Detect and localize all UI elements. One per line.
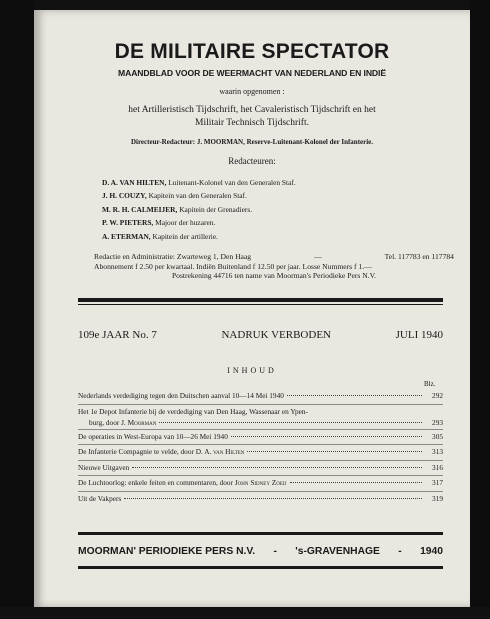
editor-name: J. H. COUZY, bbox=[102, 191, 147, 201]
scan-edge-top bbox=[0, 0, 490, 10]
issue-info-row bbox=[78, 329, 443, 341]
toc-title: Nederlands verdediging tegen den Duitschen aanval 10—14 Mei 1940 bbox=[78, 391, 284, 400]
thick-rule-bottom bbox=[78, 532, 443, 535]
reprint-notice: NADRUK VERBODEN bbox=[221, 329, 331, 341]
leader-dots bbox=[287, 395, 422, 396]
leader-dots bbox=[159, 422, 422, 423]
magazine-title: DE MILITAIRE SPECTATOR bbox=[114, 40, 390, 63]
toc-entry bbox=[78, 432, 443, 447]
toc-page: 317 bbox=[432, 478, 443, 487]
toc-entry bbox=[78, 391, 443, 406]
toc-author: John Sidney Zoeij bbox=[234, 478, 287, 487]
toc-author: Moorman bbox=[127, 417, 157, 427]
editor-name: D. A. VAN HILTEN, bbox=[102, 178, 167, 187]
editor-name: A. ETERMAN, bbox=[102, 231, 151, 241]
leader-dots bbox=[231, 436, 422, 437]
admin-address: Redactie en Administratie: Zwarteweg 1, Den Haag bbox=[94, 252, 252, 261]
leader-dots bbox=[247, 451, 422, 452]
editor-role: Kapitein van den Generalen Staf. bbox=[148, 191, 247, 201]
postrekening-line: Postrekening 44716 ten name van Moorman's Periodieke Pers N.V. bbox=[171, 271, 377, 281]
table-of-contents bbox=[78, 391, 443, 508]
editor-name: P. W. PIETERS, bbox=[102, 218, 154, 228]
subscription-line: Abonnement f 2.50 per kwartaal. Indiën Buitenland f 12.50 per jaar. Losse Nummers f 1.— bbox=[94, 261, 372, 271]
toc-page: 313 bbox=[432, 447, 443, 456]
toc-page: 319 bbox=[432, 493, 443, 503]
footer-separator: - bbox=[273, 546, 277, 557]
magazine-subtitle: MAANDBLAD VOOR DE WEERMACHT VAN NEDERLAND EN INDIË bbox=[118, 68, 386, 78]
toc-title: Uit de Vakpers bbox=[78, 493, 122, 503]
cover-page bbox=[34, 10, 470, 607]
toc-entry bbox=[78, 407, 443, 431]
page-column-label: Blz. bbox=[424, 380, 436, 388]
toc-title: De Infanterie Compagnie te velde, door D. A. bbox=[78, 447, 214, 456]
admin-telephone: Tel. 117783 en 117784 bbox=[384, 252, 454, 261]
toc-page: 316 bbox=[432, 462, 443, 472]
editor-role: Majoor der huzaren. bbox=[155, 218, 216, 228]
toc-entry bbox=[78, 447, 443, 462]
leader-dots bbox=[124, 498, 422, 499]
toc-page: 305 bbox=[432, 431, 443, 441]
issue-date: JULI 1940 bbox=[395, 329, 443, 341]
editor-entry bbox=[102, 216, 296, 229]
editors-heading: Redacteuren: bbox=[228, 156, 276, 166]
toc-entry bbox=[78, 463, 443, 478]
editor-entry bbox=[102, 189, 296, 202]
editor-entry bbox=[102, 230, 296, 243]
admin-dash: — bbox=[314, 252, 322, 261]
thin-rule-top bbox=[78, 304, 443, 305]
editor-role: Kapitein der artillerie. bbox=[152, 231, 218, 241]
toc-page: 293 bbox=[432, 417, 443, 427]
director-editor-line: Directeur-Redacteur: J. MOORMAN, Reserve-Luitenant-Kolonel der Infanterie. bbox=[130, 138, 374, 146]
footer-separator: - bbox=[398, 546, 402, 557]
toc-page: 292 bbox=[432, 391, 443, 400]
thick-rule-footer bbox=[78, 566, 443, 569]
publisher-city: 's-GRAVENHAGE bbox=[295, 546, 380, 557]
administration-block bbox=[94, 252, 454, 281]
publisher-name: MOORMAN' PERIODIEKE PERS N.V. bbox=[78, 546, 256, 557]
publisher-footer bbox=[78, 546, 443, 557]
scan-edge-right bbox=[470, 0, 490, 619]
publication-year: 1940 bbox=[420, 546, 443, 557]
toc-title: Het 1e Depot Infanterie bij de verdediging van Den Haag, Wassenaar en Ypen- bbox=[78, 406, 308, 416]
toc-entry bbox=[78, 478, 443, 493]
contents-heading: INHOUD bbox=[227, 366, 277, 375]
issue-volume: 109e JAAR No. 7 bbox=[78, 329, 157, 341]
toc-title-continued: burg, door J. bbox=[89, 417, 128, 427]
journals-line-1: het Artilleristisch Tijdschrift, het Cavaleristisch Tijdschrift en het bbox=[128, 105, 376, 115]
editor-entry bbox=[102, 203, 296, 216]
editor-role: Kapitein der Grenadiers. bbox=[179, 204, 253, 214]
toc-entry bbox=[78, 494, 443, 509]
toc-title: De Luchtoorlog: enkele feiten en commentaren, door bbox=[78, 478, 235, 487]
opgenomen-line: waarin opgenomen : bbox=[219, 87, 285, 96]
editor-entry bbox=[102, 176, 296, 189]
editor-name: M. R. H. CALMEIJER, bbox=[102, 204, 178, 214]
scan-edge-left bbox=[0, 0, 34, 619]
scan-edge-bottom bbox=[0, 607, 490, 619]
journals-line-2: Militair Technisch Tijdschrift. bbox=[195, 118, 309, 128]
toc-title: De operaties in West-Europa van 10—26 Mei 1940 bbox=[78, 431, 228, 441]
thick-rule-top bbox=[78, 298, 443, 302]
toc-title: Nieuwe Uitgaven bbox=[78, 462, 130, 472]
toc-author: van Hilten bbox=[213, 447, 245, 456]
leader-dots bbox=[290, 482, 423, 483]
leader-dots bbox=[132, 467, 422, 468]
editor-role: Luitenant-Kolonel van den Generalen Staf. bbox=[168, 178, 296, 187]
editors-list bbox=[102, 176, 296, 243]
